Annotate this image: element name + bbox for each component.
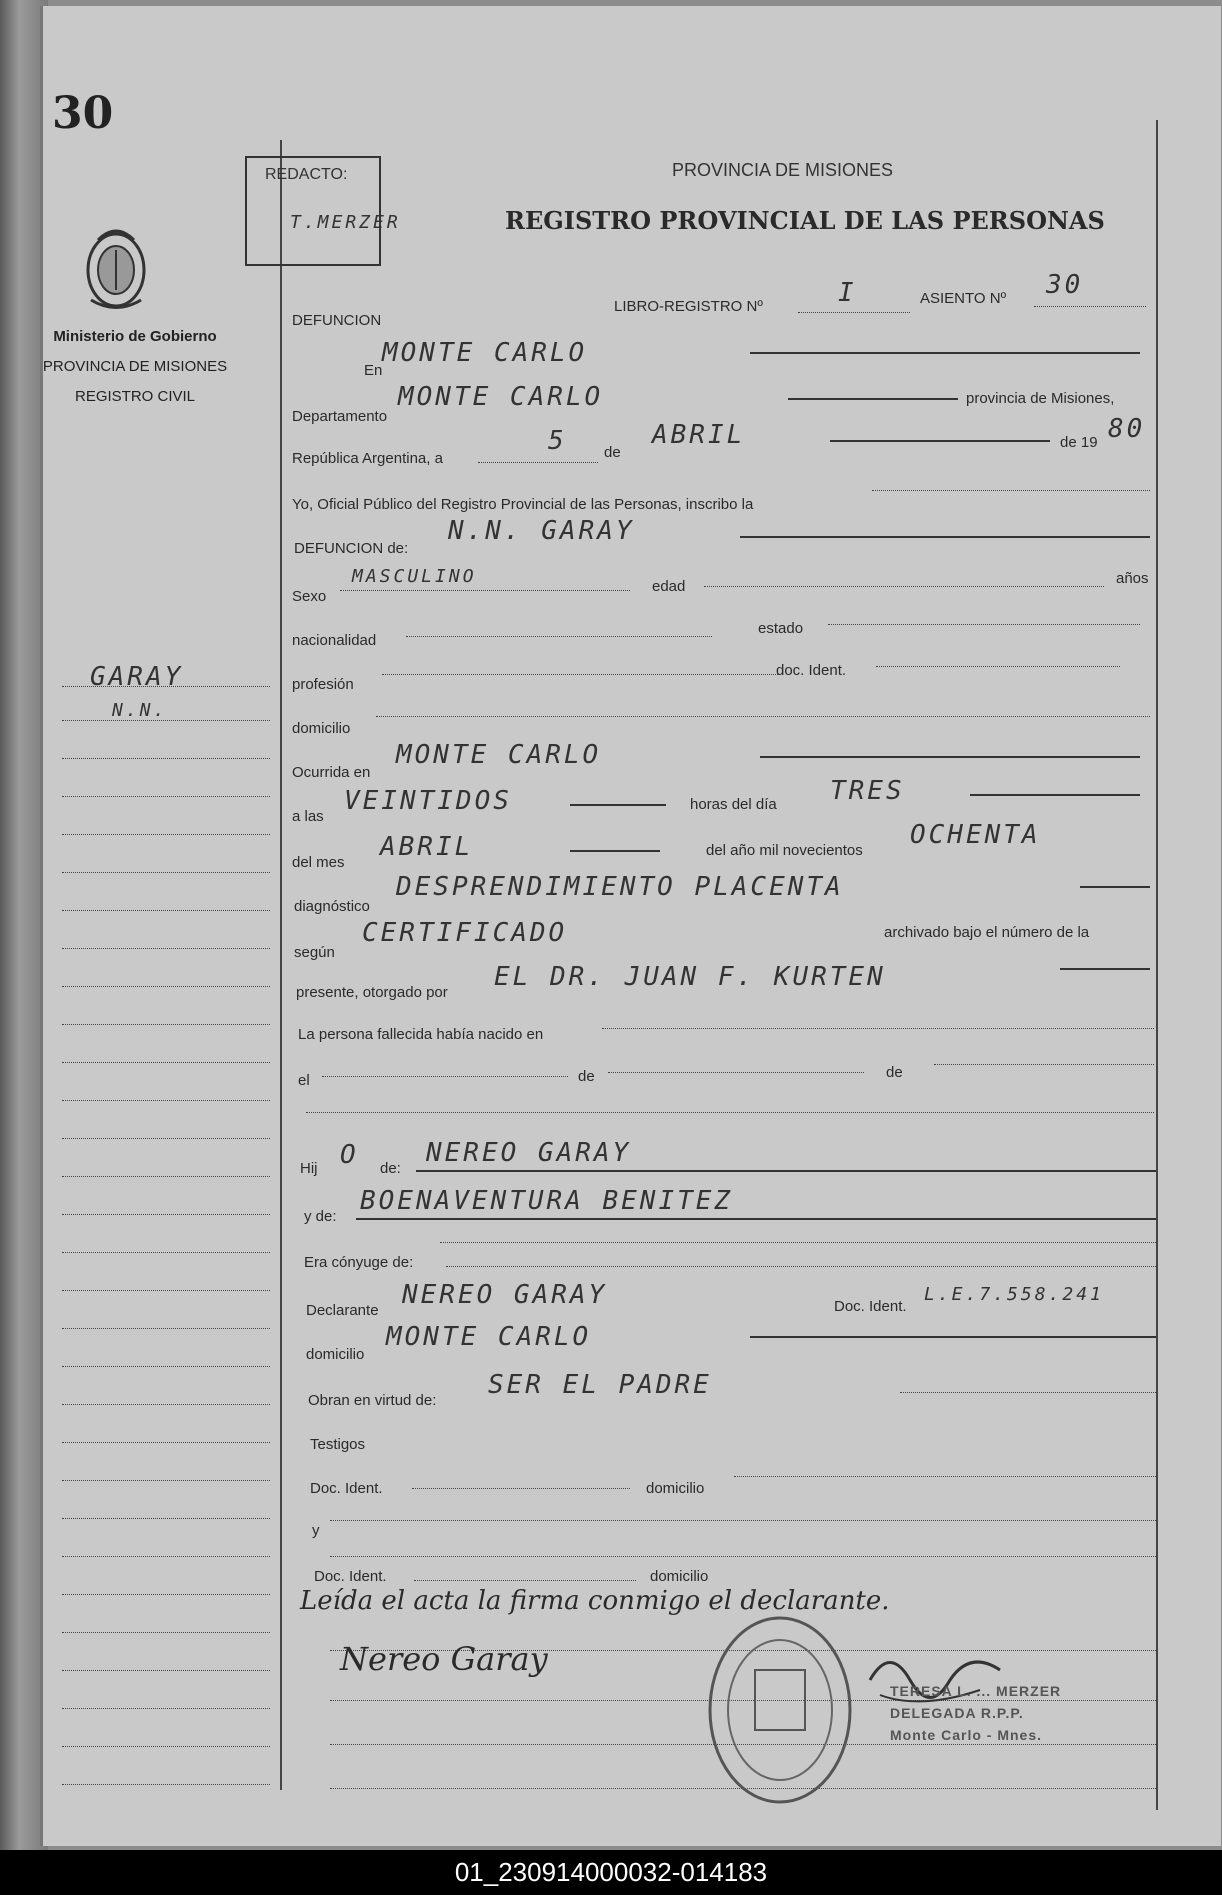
fecha-year-label: de 19 xyxy=(1060,434,1098,451)
testigos-label: Testigos xyxy=(310,1436,366,1453)
hora-dia-line xyxy=(970,794,1140,796)
profesion-label: profesión xyxy=(292,676,354,693)
mes-line xyxy=(570,850,660,852)
margin-line xyxy=(62,986,270,987)
margin-line xyxy=(62,910,270,911)
presente-value: EL DR. JUAN F. KURTEN xyxy=(494,962,886,992)
margin-line xyxy=(62,1290,270,1291)
declarante-label: Declarante xyxy=(306,1302,379,1319)
margin-line xyxy=(62,1442,270,1443)
anio-value: OCHENTA xyxy=(910,820,1041,850)
margin-line xyxy=(62,1366,270,1367)
asiento-line xyxy=(1034,306,1146,307)
official-stamp-icon xyxy=(700,1610,860,1810)
fecha-day: 5 xyxy=(548,426,567,456)
margin-line xyxy=(62,1784,270,1785)
sexo-value: MASCULINO xyxy=(352,566,477,587)
nacionalidad-label: nacionalidad xyxy=(292,632,377,649)
y-de-value: BOENAVENTURA BENITEZ xyxy=(360,1186,734,1216)
ministry-province: PROVINCIA DE MISIONES xyxy=(42,358,228,375)
departamento-line xyxy=(788,398,958,400)
obran-label: Obran en virtud de: xyxy=(308,1392,437,1409)
margin-line xyxy=(62,872,270,873)
nacionalidad-line xyxy=(406,636,712,637)
ministry-registry: REGISTRO CIVIL xyxy=(74,388,196,405)
ocurrida-value: MONTE CARLO xyxy=(396,740,602,770)
presente-line xyxy=(1060,968,1150,970)
right-margin-rule xyxy=(1156,120,1158,1810)
mes-label: del mes xyxy=(292,854,345,871)
act-type: DEFUNCION xyxy=(292,312,382,329)
hijo-letter: O xyxy=(340,1140,359,1170)
sexo-label: Sexo xyxy=(292,588,327,605)
presente-label: presente, otorgado por xyxy=(296,984,448,1001)
margin-line xyxy=(62,1024,270,1025)
fecha-de: de xyxy=(604,444,621,461)
defuncion-de-value: N.N. GARAY xyxy=(448,516,635,546)
margin-line xyxy=(62,1252,270,1253)
profesion-line xyxy=(382,674,778,675)
margin-line xyxy=(62,796,270,797)
margin-line xyxy=(62,1328,270,1329)
el-label: el xyxy=(298,1072,310,1089)
diagnostico-value: DESPRENDIMIENTO PLACENTA xyxy=(396,872,844,902)
declarante-doc-value: L.E.7.558.241 xyxy=(924,1284,1104,1305)
archivado-label: archivado bajo el número de la xyxy=(884,924,1090,941)
el-extra-line xyxy=(306,1112,1154,1113)
hora-line xyxy=(570,804,666,806)
yo-label: Yo, Oficial Público del Registro Provincial de las Personas, inscribo la xyxy=(292,496,754,513)
hora-dia: TRES xyxy=(830,776,905,806)
y-de-extra-line xyxy=(440,1242,1156,1243)
image-id-footer: 01_230914000032-014183 xyxy=(0,1850,1222,1895)
y-de-label: y de: xyxy=(304,1208,337,1225)
coat-of-arms-icon xyxy=(76,220,156,315)
ministry-name: Ministerio de Gobierno xyxy=(53,328,217,345)
segun-value: CERTIFICADO xyxy=(362,918,568,948)
margin-line xyxy=(62,1556,270,1557)
margin-line xyxy=(62,948,270,949)
margin-line xyxy=(62,1138,270,1139)
el-de1-line xyxy=(608,1072,864,1073)
header-province: PROVINCIA DE MISIONES xyxy=(672,160,894,180)
departamento-label: Departamento xyxy=(292,408,388,425)
diagnostico-line xyxy=(1080,886,1150,888)
en-label: En xyxy=(364,362,383,379)
domicilio-label: domicilio xyxy=(292,720,351,737)
declarante-doc-label: Doc. Ident. xyxy=(834,1298,907,1315)
mes-value: ABRIL xyxy=(380,832,474,862)
ocurrida-line xyxy=(760,756,1140,758)
stamp-line-2: DELEGADA R.P.P. xyxy=(890,1705,1024,1721)
margin-line xyxy=(62,1176,270,1177)
margin-line xyxy=(62,758,270,759)
el-de2-line xyxy=(934,1064,1154,1065)
profesion-doc-line xyxy=(876,666,1120,667)
conyuge-line xyxy=(446,1266,1156,1267)
fecha-label: República Argentina, a xyxy=(292,450,443,467)
closing-note: Leída el acta la firma conmigo el declarante. xyxy=(300,1586,890,1616)
horas-label: horas del día xyxy=(690,796,777,813)
header-title: REGISTRO PROVINCIAL DE LAS PERSONAS xyxy=(505,206,1105,235)
edad-label: edad xyxy=(652,578,686,595)
departamento-value: MONTE CARLO xyxy=(398,382,604,412)
ocurrida-label: Ocurrida en xyxy=(292,764,371,781)
doc1-line xyxy=(412,1488,630,1489)
obran-value: SER EL PADRE xyxy=(488,1370,712,1400)
libro-label: LIBRO-REGISTRO Nº xyxy=(614,298,763,315)
stamp-line-1: TERESA L. ... MERZER xyxy=(890,1683,1062,1699)
domicilio-line xyxy=(376,716,1150,717)
y-label: y xyxy=(312,1522,320,1539)
departamento-suffix: provincia de Misiones, xyxy=(966,390,1115,407)
redacto-label: REDACTO: xyxy=(265,166,348,183)
margin-line xyxy=(62,1670,270,1671)
hijo-line xyxy=(416,1170,1156,1172)
decl-domicilio-value: MONTE CARLO xyxy=(386,1322,592,1352)
anio-label: del año mil novecientos xyxy=(706,842,863,859)
defuncion-de-label: DEFUNCION de: xyxy=(294,540,409,557)
margin-line xyxy=(62,686,270,687)
edad-line xyxy=(704,586,1104,587)
el-de2: de xyxy=(886,1064,903,1081)
doc1-domicilio-label: domicilio xyxy=(646,1480,705,1497)
nacido-label: La persona fallecida había nacido en xyxy=(298,1026,544,1043)
stamp-text xyxy=(890,1680,1061,1746)
page-number: 30 xyxy=(52,88,114,139)
profesion-doc-label: doc. Ident. xyxy=(776,662,847,679)
nacido-line xyxy=(602,1028,1154,1029)
declarant-signature: Nereo Garay xyxy=(340,1640,548,1678)
doc2-label: Doc. Ident. xyxy=(314,1568,387,1585)
yo-line xyxy=(872,490,1150,491)
margin-note-name: N.N. xyxy=(112,700,168,721)
libro-value: I xyxy=(838,278,857,308)
hijo-label-post: de: xyxy=(380,1160,401,1177)
en-value: MONTE CARLO xyxy=(382,338,588,368)
margin-line xyxy=(62,1062,270,1063)
decl-domicilio-line xyxy=(750,1336,1156,1338)
obran-line xyxy=(900,1392,1156,1393)
asiento-label: ASIENTO Nº xyxy=(920,290,1007,307)
decl-domicilio-label: domicilio xyxy=(306,1346,365,1363)
doc2-domicilio-label: domicilio xyxy=(650,1568,709,1585)
ministry-block xyxy=(20,322,250,412)
y-de-line xyxy=(356,1218,1156,1220)
left-margin-rule xyxy=(280,140,282,1790)
margin-line xyxy=(62,1404,270,1405)
hijo-value: NEREO GARAY xyxy=(426,1138,632,1168)
margin-line xyxy=(62,1100,270,1101)
margin-line xyxy=(62,1594,270,1595)
en-line xyxy=(750,352,1140,354)
margin-line xyxy=(62,834,270,835)
asiento-value: 30 xyxy=(1046,270,1084,300)
stamp-line-3: Monte Carlo - Mnes. xyxy=(890,1727,1043,1743)
margin-note-surname: GARAY xyxy=(90,662,184,692)
declarante-value: NEREO GARAY xyxy=(402,1280,608,1310)
conyuge-label: Era cónyuge de: xyxy=(304,1254,414,1271)
fecha-day-line xyxy=(478,462,598,463)
doc1-label: Doc. Ident. xyxy=(310,1480,383,1497)
fecha-month: ABRIL xyxy=(652,420,746,450)
libro-line xyxy=(798,312,910,313)
margin-line xyxy=(62,1480,270,1481)
margin-line xyxy=(62,1518,270,1519)
sexo-line xyxy=(340,590,630,591)
el-line xyxy=(322,1076,568,1077)
doc1-domicilio-line xyxy=(734,1476,1156,1477)
margin-line xyxy=(62,1708,270,1709)
segun-label: según xyxy=(294,944,335,961)
el-de1: de xyxy=(578,1068,595,1085)
margin-line xyxy=(62,1746,270,1747)
fecha-month-line xyxy=(830,440,1050,442)
hora-value: VEINTIDOS xyxy=(344,786,512,816)
hora-label: a las xyxy=(292,808,324,825)
fecha-year: 80 xyxy=(1108,414,1146,444)
y-line xyxy=(330,1520,1156,1521)
estado-label: estado xyxy=(758,620,804,637)
anos-label: años xyxy=(1116,570,1149,587)
margin-line xyxy=(62,1214,270,1215)
diagnostico-label: diagnóstico xyxy=(294,898,370,915)
margin-line xyxy=(62,1632,270,1633)
doc2-line xyxy=(414,1580,636,1581)
estado-line xyxy=(828,624,1140,625)
margin-line xyxy=(62,720,270,721)
redacto-value: T.MERZER xyxy=(290,212,401,233)
defuncion-de-line xyxy=(740,536,1150,538)
hijo-label-pre: Hij xyxy=(300,1160,318,1177)
y-extra-line xyxy=(330,1556,1156,1557)
